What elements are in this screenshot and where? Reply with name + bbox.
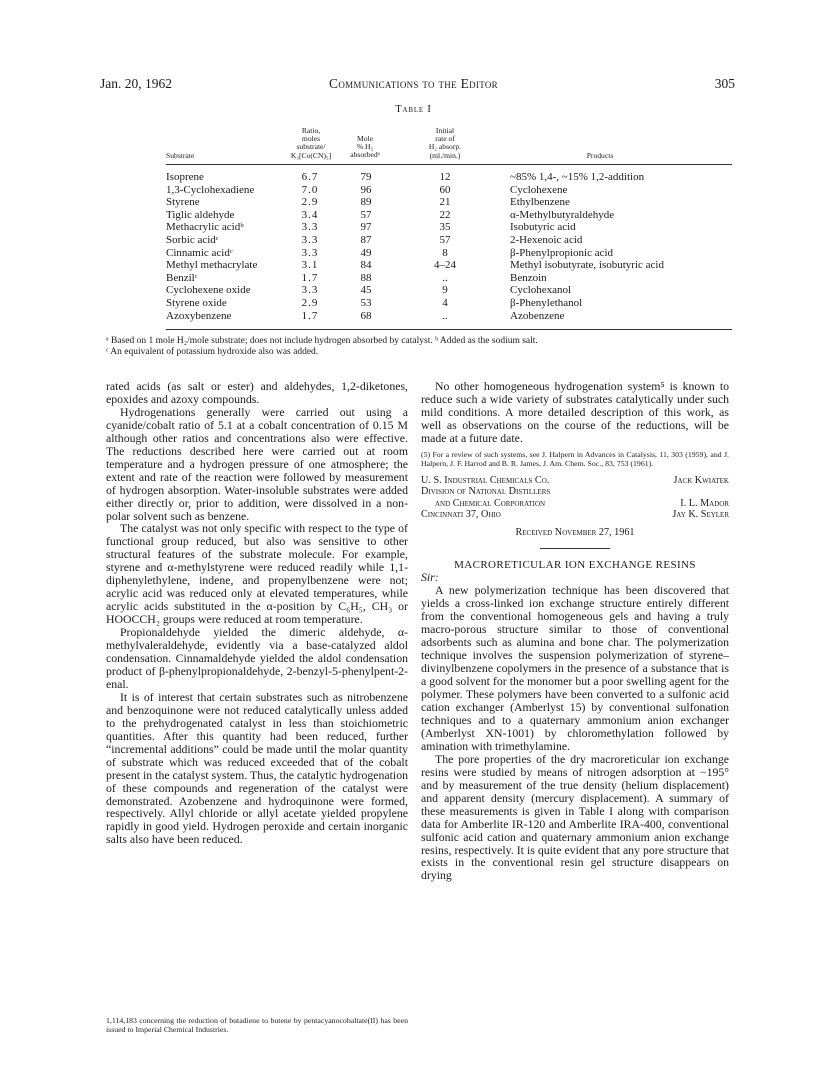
cell-rate: 35 <box>439 221 451 234</box>
cell-substrate: Benzilᶜ <box>166 271 198 284</box>
col-header-rate: Initial rate of H₂ absorp. (ml./min.) <box>428 126 462 160</box>
right-paragraph: The pore properties of the dry macroreticular ion exchange resins were studied by means of nitrogen adsorption at −195° and by measurement of the true density (helium displacement) and apparent density (mercury displacement). A summary of these measurements is given in Table I along with comparison data for Amberlite IR-120 and Amberlite IRA-400, conventional sulfonic acid cation and quaternary ammonium anion exchange resins, respectively. It is quite evident that any pore structure that exists in the conventional resin gel structure disappears on drying <box>421 751 729 883</box>
cell-rate: 9 <box>442 284 448 297</box>
page-number: 305 <box>714 76 735 91</box>
cell-rate: 57 <box>439 234 451 246</box>
cell-ratio: 3.3 <box>301 234 319 246</box>
cell-products: ~85% 1,4-, ~15% 1,2-addition <box>510 171 645 183</box>
table-footnote-a: ᵃ Based on 1 mole H₂/mole substrate; does not include hydrogen absorbed by catalyst. ᵇ Added as the sodium salt. <box>106 336 538 346</box>
cell-mole-percent: 53 <box>360 297 372 309</box>
cell-mole-percent: 87 <box>360 234 372 246</box>
cell-products: Cyclohexene <box>510 183 568 196</box>
cell-substrate: 1,3-Cyclohexadiene <box>166 183 255 196</box>
running-header-section: Communications to the Editor <box>329 76 498 91</box>
cell-ratio: 1.7 <box>301 309 319 322</box>
left-column <box>106 380 408 846</box>
cell-products: Isobutyric acid <box>510 221 576 234</box>
left-paragraph: It is of interest that certain substrates such as nitrobenzene and benzoquinone were not reduced catalytically unless added to the prehydrogenated catalyst in less than stoichiometric quantities. After this quantity had been reduced, further “incremental additions” could be made until the molar quantity of substrate which was reduced exceeded that of the cobalt present in the catalyst system. Thus, the catalytic hydrogenation of these compounds and regeneration of the catalyst were demonstrated. Azobenzene and hydroquinone were formed, respectively. Allyl chloride or allyl acetate yielded propylene rapidly in good yield. Hydrogen peroxide and certain inorganic salts also have been reduced. <box>106 689 408 847</box>
table-footnote-c: ᶜ An equivalent of potassium hydroxide also was added. <box>106 347 319 357</box>
cell-products: Cyclohexanol <box>510 284 572 297</box>
cell-ratio: 3.3 <box>301 221 319 234</box>
table-row <box>0 247 827 260</box>
cell-substrate: Methyl methacrylate <box>166 259 258 272</box>
cell-mole-percent: 89 <box>360 196 372 209</box>
cell-rate: 12 <box>439 171 451 183</box>
right-column <box>421 380 729 882</box>
table-row <box>0 272 827 285</box>
table-row <box>0 196 827 209</box>
cell-substrate: Tiglic aldehyde <box>166 208 235 221</box>
cell-rate: 4–24 <box>434 259 456 272</box>
cell-ratio: 3.3 <box>301 246 319 259</box>
cell-mole-percent: 57 <box>360 208 372 221</box>
cell-ratio: 2.9 <box>301 196 319 209</box>
cell-mole-percent: 84 <box>360 259 372 272</box>
cell-ratio: 3.4 <box>301 208 319 221</box>
cell-rate: 4 <box>442 297 448 309</box>
affiliation-address: U. S. Industrial Chemicals Co. Division of National Distillers and Chemical Corporation Cincinnati 37, Ohio <box>421 474 551 521</box>
table-row <box>0 184 827 197</box>
table-row <box>0 259 827 272</box>
cell-mole-percent: 45 <box>360 284 372 297</box>
left-footnote: 1,114,183 concerning the reduction of butadiene to butene by pentacyanocobaltate(II) has been issued to Imperial Chemical Industries. <box>106 1016 408 1035</box>
table-header-rule <box>166 164 732 165</box>
table-row <box>0 284 827 297</box>
col-header-products: Products <box>586 151 614 160</box>
col-header-mole: Mole % H₂ absorbedᵃ <box>350 134 380 160</box>
article-title: MACRORETICULAR ION EXCHANGE RESINS <box>454 558 696 571</box>
cell-products: β-Phenylethanol <box>510 297 583 309</box>
cell-ratio: 1.7 <box>301 271 319 284</box>
table-row <box>0 310 827 323</box>
cell-rate: .. <box>442 271 448 284</box>
cell-rate: 21 <box>439 196 451 209</box>
cell-products: Benzoin <box>510 271 547 284</box>
running-header-date: Jan. 20, 1962 <box>100 76 172 91</box>
table-title: Table I <box>395 104 432 115</box>
cell-mole-percent: 79 <box>360 171 372 183</box>
right-paragraph: A new polymerization technique has been discovered that yields a cross-linked ion exchange structure entirely different from the conventional homogeneous gels and having a truly macro-porous structure similar to those of conventional adsorbents such as alumina and bone char. The polymerization technique involves the suspension polymerization of styrene–divinylbenzene copolymers in the presence of a substance that is a good solvent for the monomer but a poor swelling agent for the polymer. These polymers have been converted to a sulfonic acid cation exchanger (Amberlyst 15) by conventional sulfonation techniques and to a quaternary ammonium anion exchanger (Amberlyst XN-1001) by chloromethylation followed by amination with trimethylamine. <box>421 583 729 753</box>
cell-mole-percent: 49 <box>360 246 372 259</box>
left-paragraph: Hydrogenations generally were carried out using a cyanide/cobalt ratio of 5.1 at a cobalt concentration of 0.15 M although other ratios and concentrations also were effective. The reductions described here were carried out at room temperature and a hydrogen pressure of one atmosphere; the extent and rate of the reaction were followed by measurement of hydrogen absorption. Water-insoluble substrates were added either directly or, prior to addition, were dissolved in a non-polar solvent such as benzene. <box>106 404 408 523</box>
cell-mole-percent: 97 <box>360 221 372 234</box>
reference-5: (5) For a review of such systems, see J. Halpern in Advances in Catalysis, 11, 303 (1959), and J. Halpern, J. F. Harrod and B. R. James, J. Am. Chem. Soc., 83, 753 (1961). <box>421 449 729 469</box>
cell-products: Ethylbenzene <box>510 196 570 209</box>
cell-substrate: Styrene <box>166 196 200 209</box>
salutation: Sir: <box>421 570 439 585</box>
right-paragraph: No other homogeneous hydrogenation system⁵ is known to reduce such a wide variety of substrates catalytically under such mild conditions. A more detailed description of this work, as well as observations on the course of the reductions, will be made at a future date. <box>421 379 729 445</box>
cell-ratio: 3.3 <box>301 284 319 297</box>
cell-substrate: Methacrylic acidᵇ <box>166 221 244 234</box>
table-bottom-rule <box>166 329 732 330</box>
cell-products: Methyl isobutyrate, isobutyric acid <box>510 259 664 272</box>
cell-rate: 22 <box>439 208 451 221</box>
cell-substrate: Isoprene <box>166 171 204 183</box>
left-paragraph: The catalyst was not only specific with respect to the type of functional group reduced, but also was sensitive to other structural features of the substrate molecule. For example, styrene and α-methylstyrene were reduced readily while 1,1-diphenylethylene, indene, and propenylbenzene were not; acrylic acid was reduced only at elevated temperatures, while acrylic acids substituted in the α-position by C₆H₅, CH₃ or HOOCCH₂ groups were reduced at room temperature. <box>106 521 408 627</box>
cell-substrate: Sorbic acidᶜ <box>166 234 219 246</box>
table-row <box>0 171 827 184</box>
cell-substrate: Cyclohexene oxide <box>166 284 251 297</box>
left-paragraph: Propionaldehyde yielded the dimeric aldehyde, α-methylvaleraldehyde, evidently via a base-catalyzed aldol condensation. Cinnamaldehyde yielded the aldol condensation product of β-phenylpropionaldehyde, 2-benzyl-5-phenylpent-2-enal. <box>106 625 408 691</box>
cell-substrate: Styrene oxide <box>166 297 227 309</box>
table-row <box>0 234 827 247</box>
cell-substrate: Cinnamic acidᶜ <box>166 246 233 259</box>
table-row <box>0 221 827 234</box>
received-date: Received November 27, 1961 <box>515 526 635 538</box>
author-affiliation <box>421 475 729 523</box>
left-paragraph: rated acids (as salt or ester) and aldehydes, 1,2-diketones, epoxides and azoxy compounds. <box>106 379 408 406</box>
cell-ratio: 3.1 <box>301 259 319 272</box>
table-row <box>0 209 827 222</box>
cell-rate: .. <box>442 309 448 322</box>
table-row <box>0 297 827 310</box>
cell-ratio: 7.0 <box>301 183 319 196</box>
col-header-ratio: Ratio, moles substrate/ K₃[Co(CN)₅] <box>290 126 332 160</box>
cell-substrate: Azoxybenzene <box>166 309 232 322</box>
section-divider <box>540 548 610 549</box>
cell-products: Azobenzene <box>510 309 565 322</box>
cell-mole-percent: 88 <box>360 271 372 284</box>
cell-products: α-Methylbutyraldehyde <box>510 208 615 221</box>
cell-rate: 8 <box>442 246 448 259</box>
cell-mole-percent: 96 <box>360 183 372 196</box>
cell-products: β-Phenylpropionic acid <box>510 246 614 259</box>
cell-ratio: 2.9 <box>301 297 319 309</box>
col-header-substrate: Substrate <box>166 151 195 160</box>
cell-products: 2-Hexenoic acid <box>510 234 583 246</box>
cell-rate: 60 <box>439 183 451 196</box>
author-names: Jack Kwiatek I. L. Mador Jay K. Seyler <box>672 474 729 521</box>
cell-ratio: 6.7 <box>301 171 319 183</box>
cell-mole-percent: 68 <box>360 309 372 322</box>
